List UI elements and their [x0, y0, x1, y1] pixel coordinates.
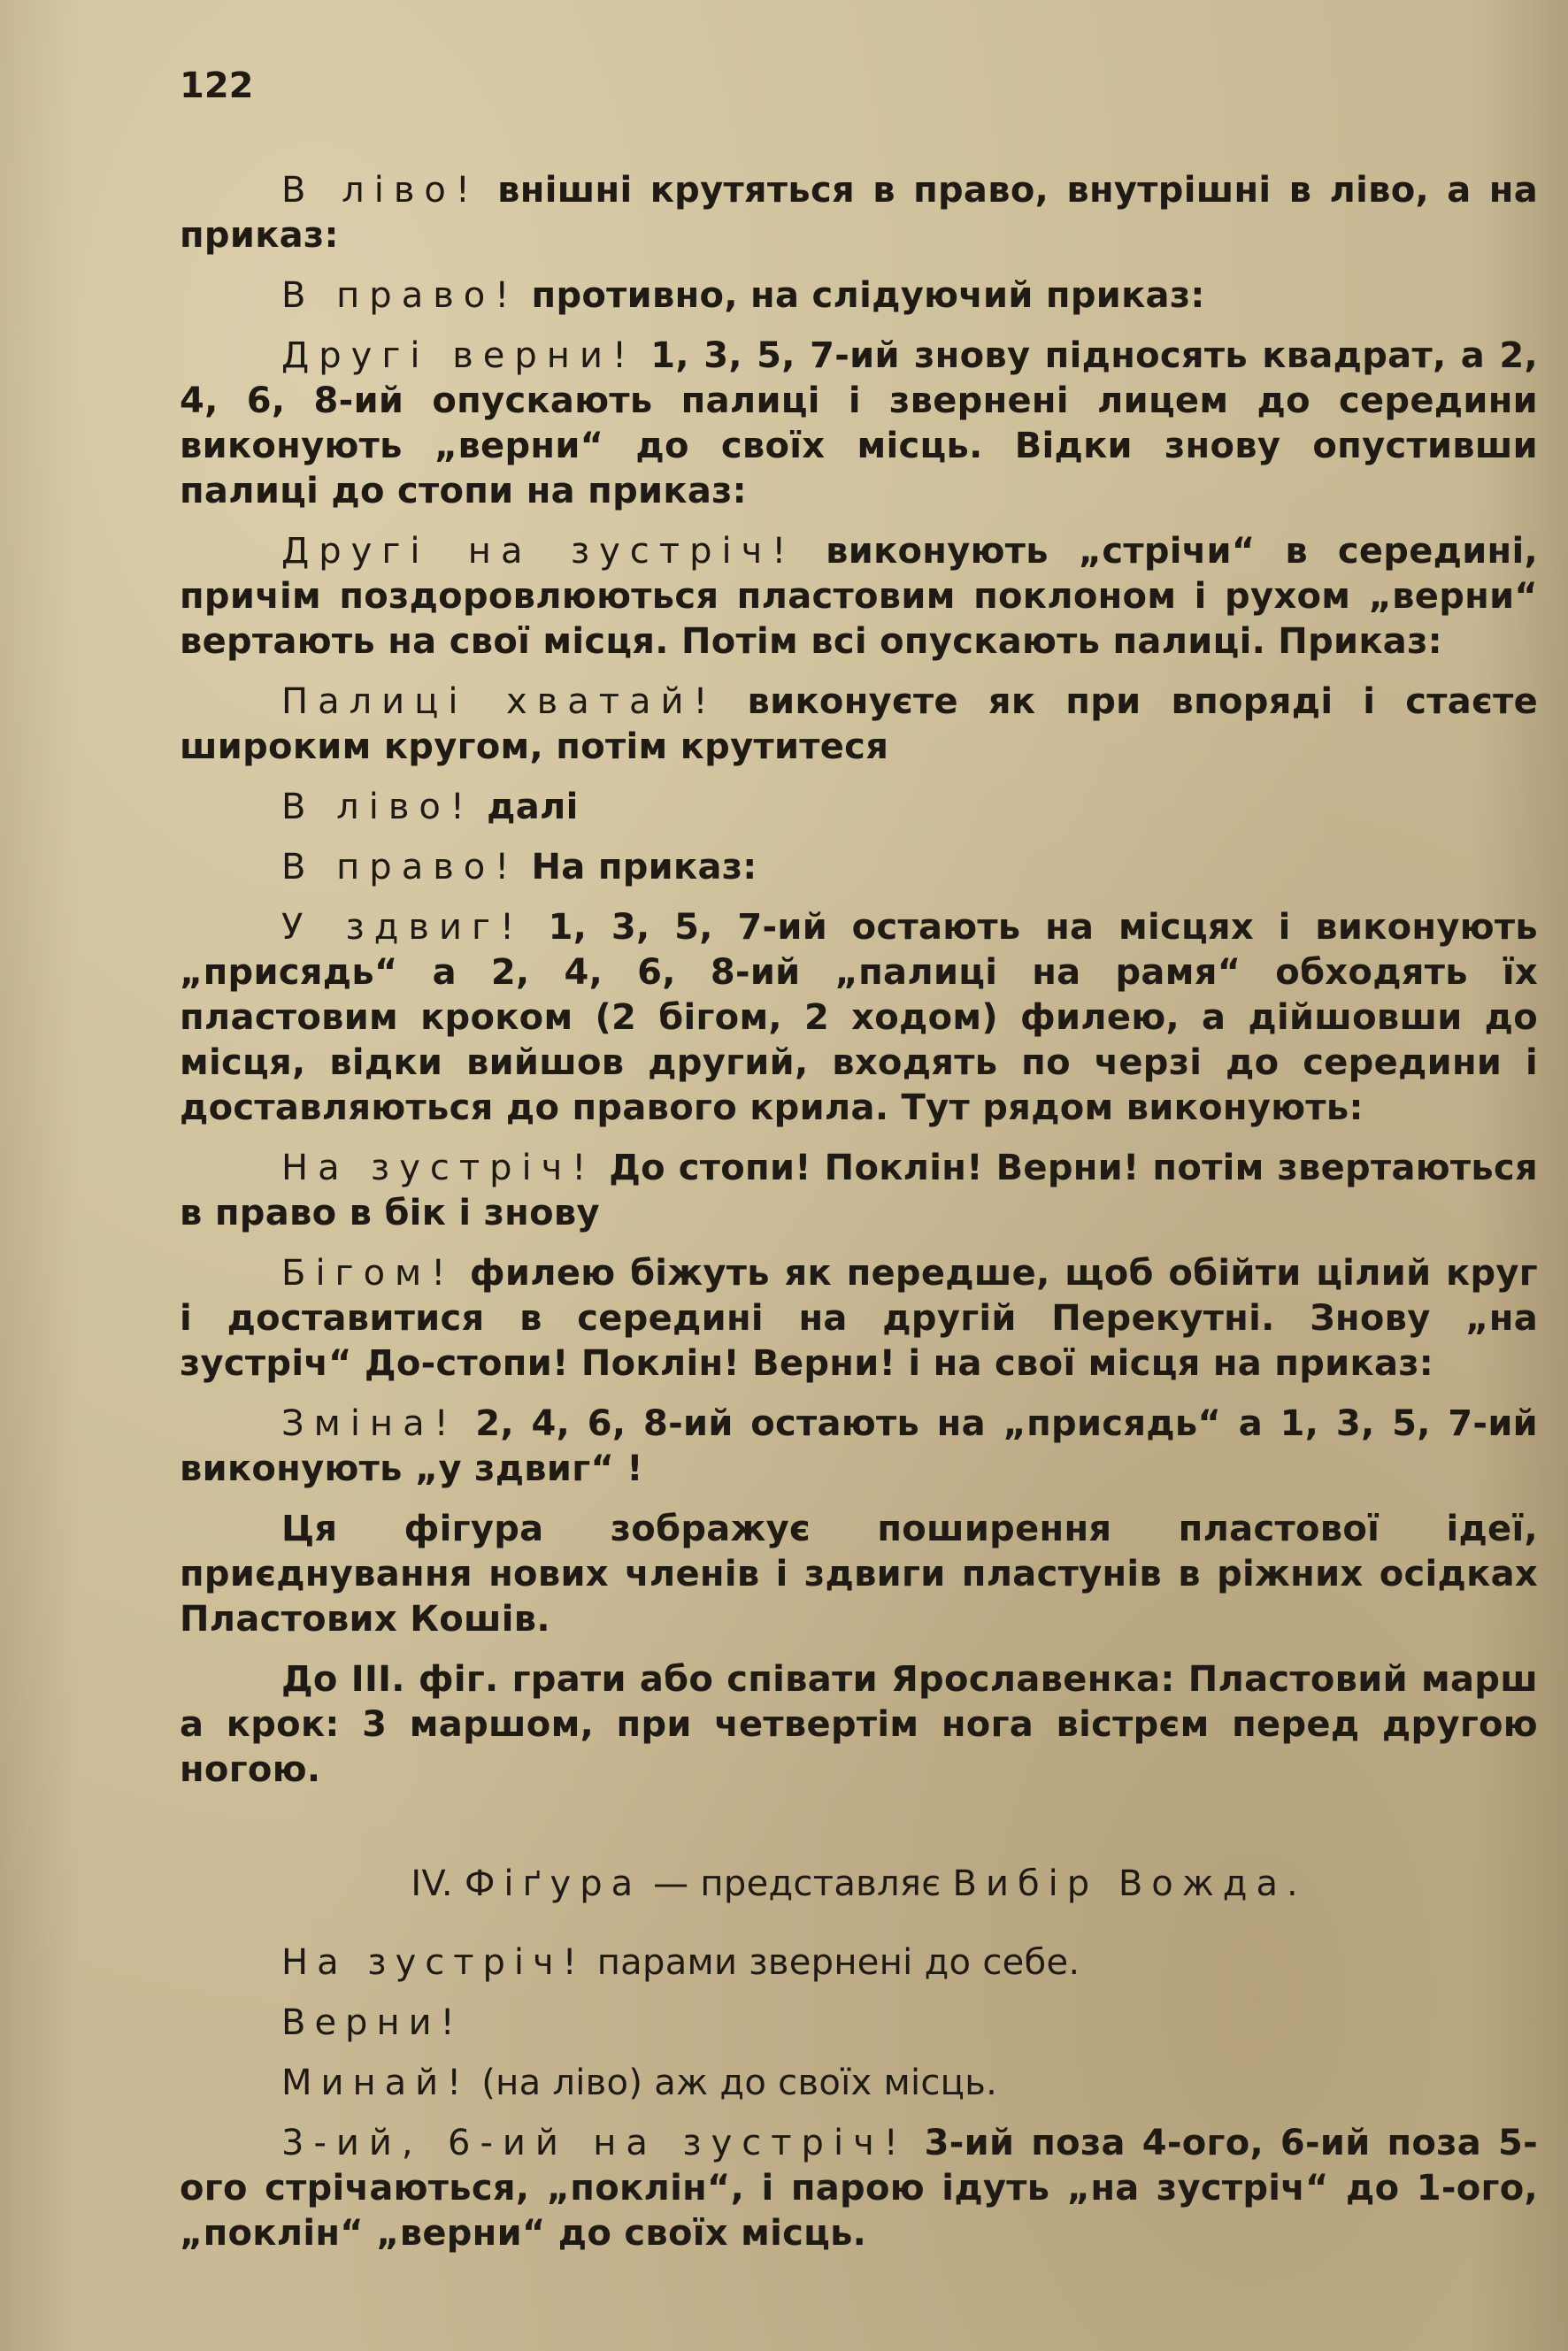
- paragraph-text: 1, 3, 5, 7-ий остають на місцях і виконують „присядь“ а 2, 4, 6, 8-ий „палиці на рамя“ обходять їх пластовим кроком (2 бігом, 2 ходом) филею, а дійшовши до місця, відки вийшов другий, входять по черзі до середини і доставляються до правого крила. Тут рядом виконують:: [180, 907, 1538, 1128]
- paragraph-text: 2, 4, 6, 8-ий остають на „присядь“ а 1, 3, 5, 7-ий виконують „у здвиг“ !: [180, 1403, 1538, 1489]
- paragraph: [180, 1402, 1538, 1492]
- command-lead: Палиці хватай!: [281, 681, 718, 722]
- paragraph: [180, 2121, 1538, 2256]
- paragraph-text: 3-ий поза 4-ого, 6-ий поза 5-ого стрічаються, „поклін“, і парою ідуть „на зустріч“ до 1-ого, „поклін“ „верни“ до своїх місць.: [180, 2123, 1538, 2254]
- command-lead: В право!: [281, 275, 519, 316]
- command-lead: Бігом!: [281, 1253, 456, 1294]
- paragraph: [180, 168, 1538, 258]
- paragraph-text: противно, на слідуючий приказ:: [519, 275, 1205, 316]
- paragraph: [180, 2001, 1538, 2046]
- paragraph-text: внішні крутяться в право, внутрішні в ліво, а на приказ:: [180, 170, 1538, 256]
- command-lead: Верни!: [281, 2002, 464, 2043]
- command-lead: Другі верни!: [281, 335, 636, 376]
- paragraph: [180, 1940, 1538, 1986]
- paragraph: [180, 334, 1538, 514]
- paragraph-text: филею біжуть як передше, щоб обійти цілий круг і доставитися в середині на другій Перекутні. Знову „на зустріч“ До-стопи! Поклін! Верни! і на свої місця на приказ:: [180, 1253, 1538, 1384]
- paragraph-text: 1, 3, 5, 7-ий знову підносять квадрат, а 2, 4, 6, 8-ий опускають палиці і звернені лицем до середини виконують „верни“ до своїх місць. Відки знову опустивши палиці до стопи на приказ:: [180, 335, 1538, 511]
- paragraph-text: виконують „стрічи“ в середині, причім поздоровлюються пластовим поклоном і рухом „верни“ вертають на свої місця. Потім всі опускають палиці. Приказ:: [180, 531, 1538, 662]
- paragraph-text: На приказ:: [519, 847, 757, 887]
- paragraph: [180, 273, 1538, 319]
- heading-title: Вибір Вожда.: [952, 1863, 1307, 1904]
- page-number: 122: [180, 65, 254, 106]
- paragraph-text: парами звернені до себе.: [585, 1942, 1080, 1983]
- paragraph: [180, 1146, 1538, 1236]
- command-lead: Зміна!: [281, 1403, 458, 1444]
- paragraph-text: (на ліво) аж до своїх місць.: [470, 2063, 998, 2103]
- command-lead: Другі на зустріч!: [281, 531, 796, 572]
- command-lead: 3-ий, 6-ий на зустріч!: [281, 2123, 908, 2163]
- paragraph-text: До стопи! Поклін! Верни! потім звертаються в право в бік і знову: [180, 1148, 1538, 1233]
- paragraph-text: виконуєте як при впоряді і стаєте широким кругом, потім крутитеся: [180, 681, 1538, 767]
- paragraph-text: Ця фігура зображує поширення пластової ідеї, приєднування нових членів і здвиги пластунів в ріжних осідках Пластових Кошів.: [180, 1509, 1538, 1640]
- paragraph: [180, 1507, 1538, 1642]
- paragraph: [180, 680, 1538, 770]
- command-lead: На зустріч!: [281, 1148, 596, 1188]
- paragraph: [180, 1251, 1538, 1387]
- paragraph-text: До III. фіг. грати або співати Ярославенка: Пластовий марш а крок: 3 маршом, при четвертім нога вістрєм перед другою ногою.: [180, 1659, 1538, 1790]
- command-lead: На зустріч!: [281, 1942, 586, 1983]
- paragraph-text: далі: [473, 787, 579, 827]
- heading-word: Фіґура: [464, 1863, 642, 1904]
- paragraph: [180, 1657, 1538, 1793]
- heading-numeral: IV.: [411, 1863, 453, 1904]
- section-heading: [180, 1862, 1538, 1907]
- heading-dash: — представляє: [642, 1863, 953, 1904]
- command-lead: В ліво!: [281, 170, 480, 211]
- command-lead: У здвиг!: [281, 907, 525, 948]
- paragraph: [180, 2061, 1538, 2106]
- page-body: [180, 168, 1538, 2271]
- paragraph: [180, 845, 1538, 890]
- command-lead: Минай!: [281, 2063, 471, 2103]
- command-lead: В ліво!: [281, 787, 474, 827]
- paragraph: [180, 785, 1538, 830]
- command-lead: В право!: [281, 847, 519, 887]
- paragraph: [180, 905, 1538, 1131]
- paragraph: [180, 529, 1538, 665]
